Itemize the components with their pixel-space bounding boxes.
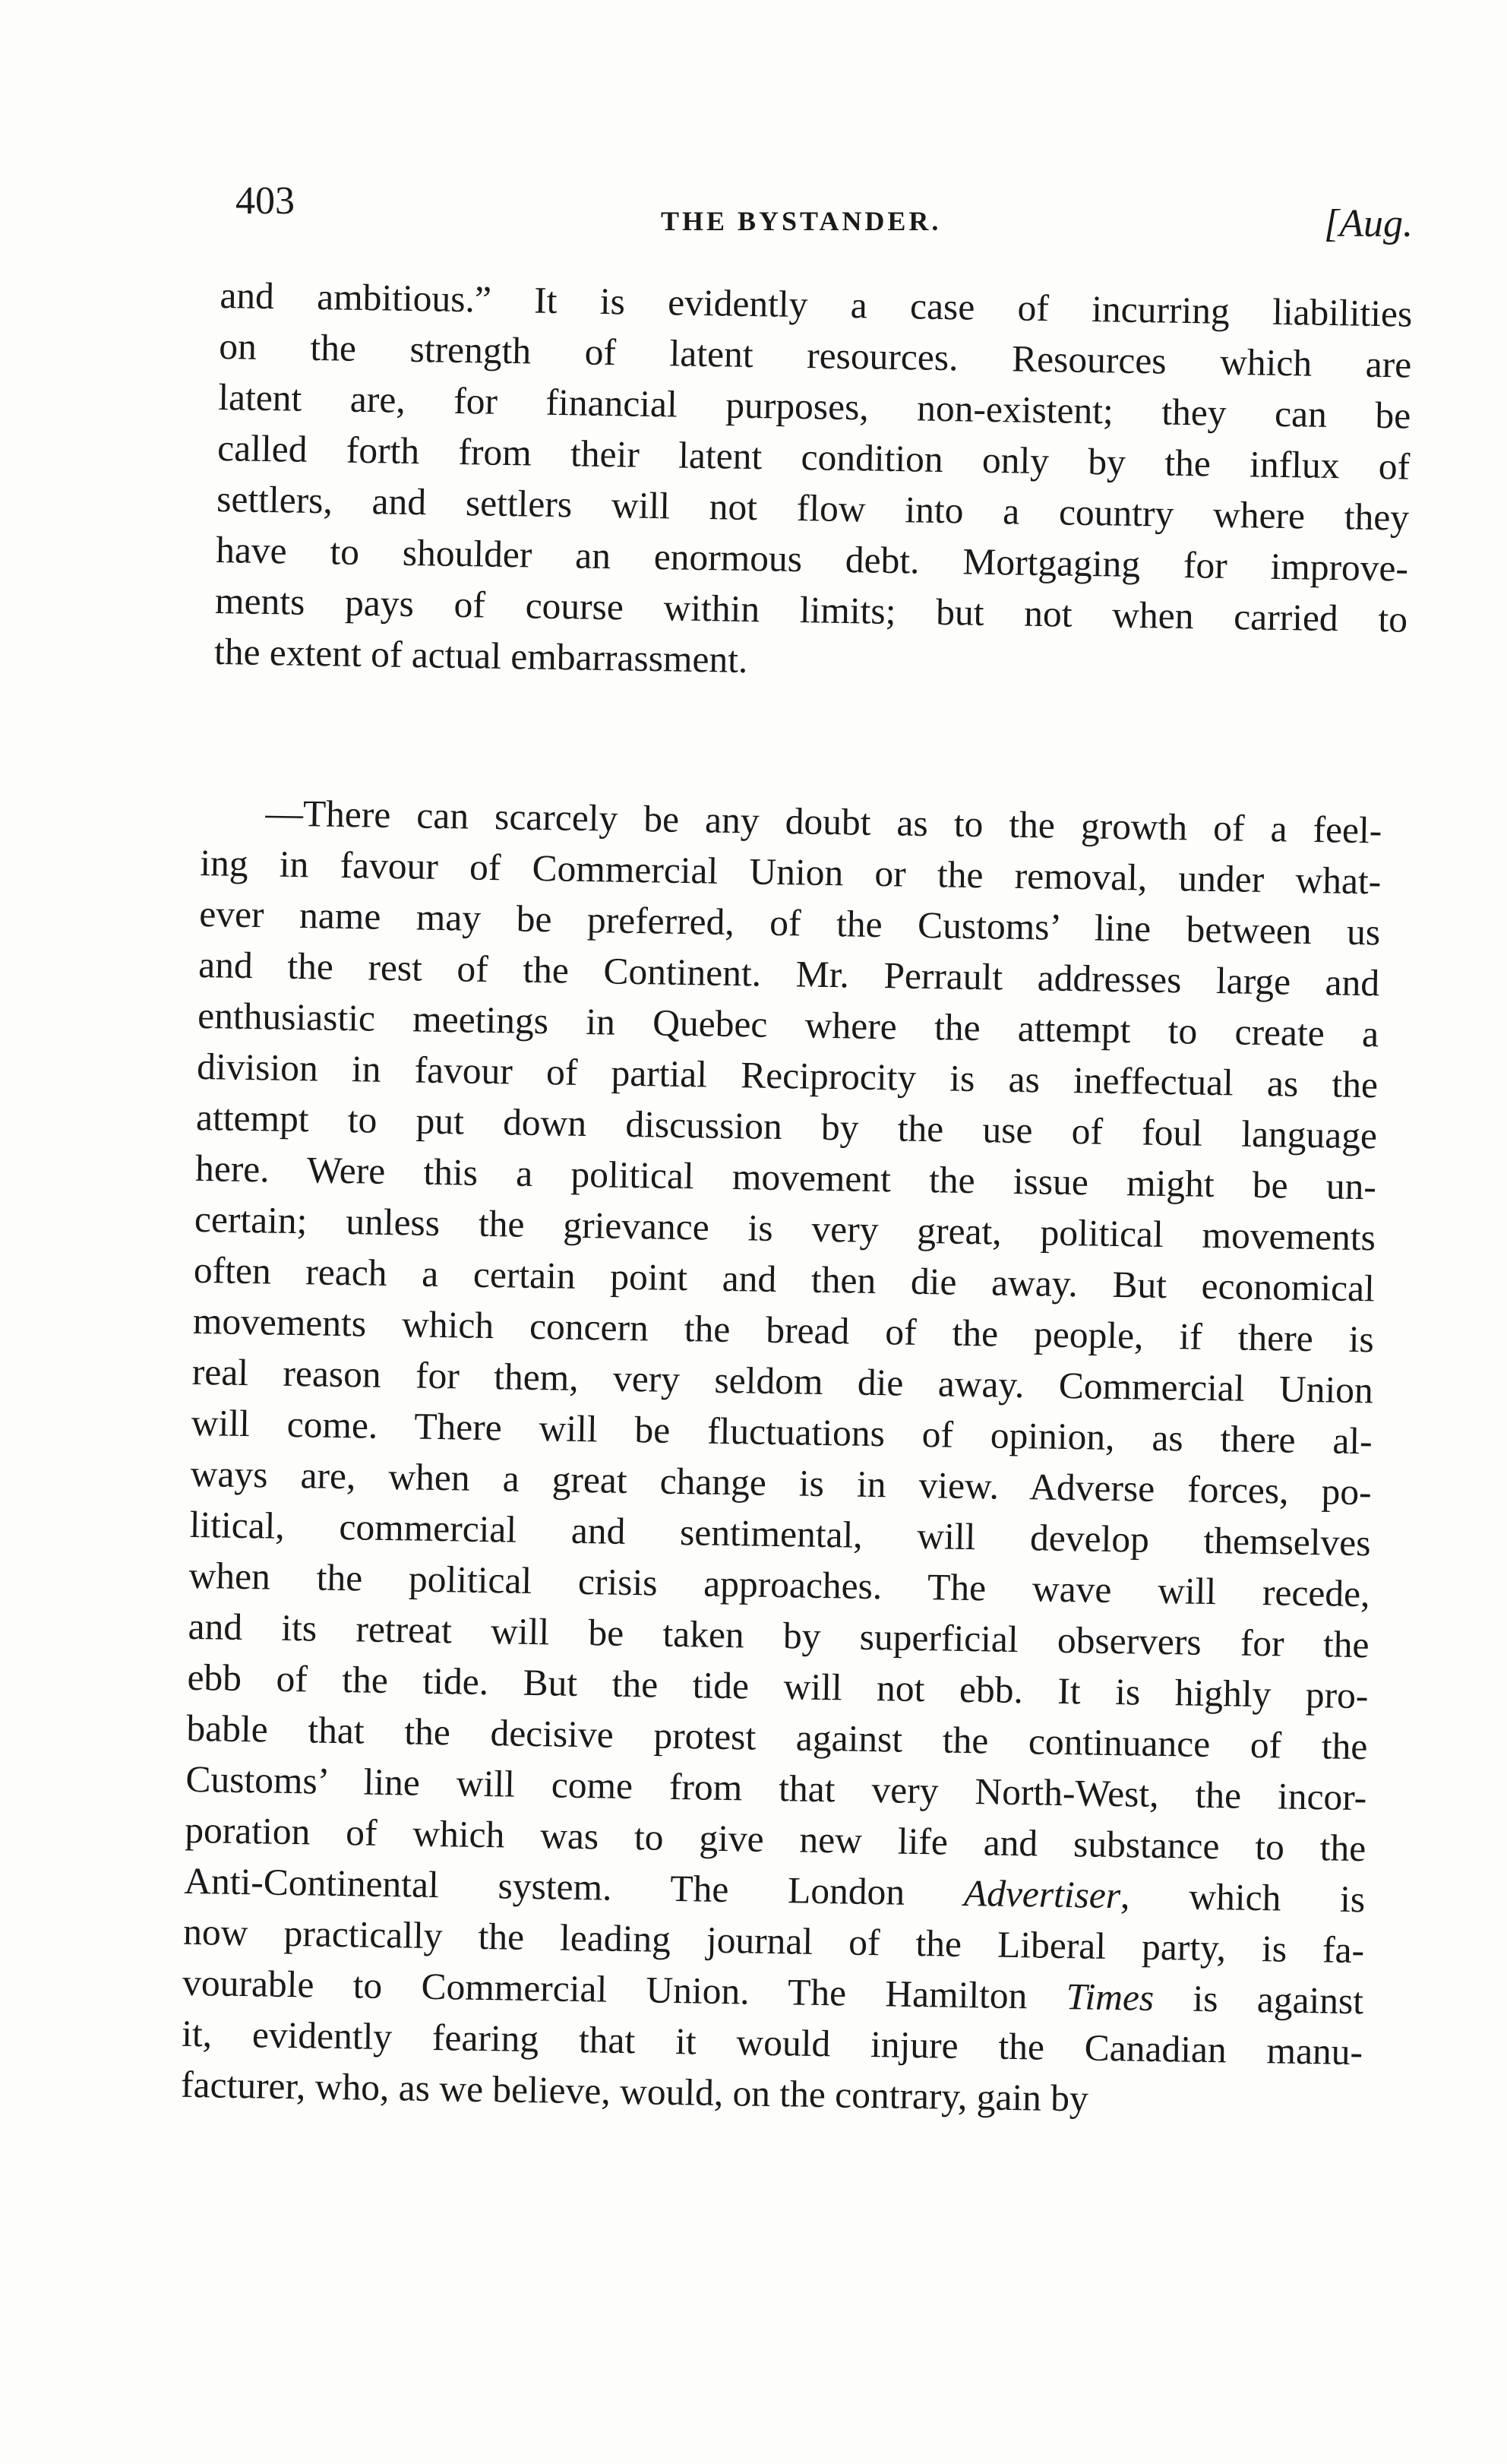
text-line: and its retreat will be taken by superficial observers for the	[188, 1605, 1370, 1666]
text-line: here. Were this a political movement the issue might be un-	[194, 1147, 1377, 1208]
text-line: Customs’ line will come from that very North-West, the incor-	[185, 1757, 1367, 1819]
text-line: when the political crisis approaches. The wave will recede,	[188, 1554, 1370, 1615]
text-line: certain; unless the grievance is very great, political movements	[194, 1197, 1376, 1259]
journal-title: THE BYSTANDER.	[661, 206, 942, 236]
text-line: bable that the decisive protest against the continuance of the	[186, 1706, 1368, 1768]
italic-title-advertiser: Advertiser	[963, 1871, 1121, 1917]
text-line: called forth from their latent condition only by the influx of	[216, 426, 1411, 488]
text-line: settlers, and settlers will not flow into a country where they	[216, 477, 1410, 539]
text-line: facturer, who, as we believe, would, on the contrary, gain by	[180, 2063, 1089, 2120]
text-line: often reach a certain point and then die away. But economical	[193, 1248, 1376, 1310]
text-line: and the rest of the Continent. Mr. Perrault addresses large and	[197, 943, 1380, 1004]
paragraph-2	[181, 786, 1382, 2128]
text-fragment: vourable to Commercial Union. The Hamilton	[182, 1961, 1067, 2018]
page-number: 403	[235, 179, 295, 223]
paragraph-1	[214, 270, 1413, 696]
text-line: ever name may be preferred, of the Customs’ line between us	[198, 892, 1381, 954]
text-line: it, evidently fearing that it would injure the Canadian manu-	[181, 2012, 1363, 2073]
text-line: division in favour of partial Reciprocity is as ineffectual as the	[196, 1045, 1379, 1106]
text-line: real reason for them, very seldom die away. Commercial Union	[191, 1350, 1374, 1412]
text-line: litical, commercial and sentimental, will develop themselves	[189, 1503, 1371, 1564]
text-line: and ambitious.” It is evidently a case of incurring liabilities	[220, 274, 1413, 335]
text-line: latent are, for financial purposes, non-existent; they can be	[217, 375, 1411, 437]
text-line: ways are, when a great change is in view. Adverse forces, po-	[190, 1452, 1373, 1514]
text-line: have to shoulder an enormous debt. Mortgaging for improve-	[215, 528, 1409, 590]
text-fragment: is against	[1153, 1976, 1364, 2023]
text-line: the extent of actual embarrassment.	[213, 630, 748, 681]
date-mark: [Aug.	[1324, 202, 1413, 245]
text-line: now practically the leading journal of the Liberal party, is fa-	[182, 1910, 1365, 1972]
text-fragment: , which is	[1120, 1874, 1366, 1921]
text-line: will come. There will be fluctuations of opinion, as there al-	[191, 1401, 1373, 1463]
text-line: enthusiastic meetings in Quebec where the attempt to create a	[197, 994, 1379, 1055]
text-line: ebb of the tide. But the tide will not ebb. It is highly pro-	[187, 1656, 1369, 1717]
text-fragment: Anti-Continental system. The London	[183, 1859, 965, 1914]
text-line: attempt to put down discussion by the use of foul language	[195, 1096, 1378, 1157]
text-line: on the strength of latent resources. Resources which are	[218, 324, 1412, 386]
text-line: —There can scarcely be any doubt as to the growth of a feel-	[265, 792, 1382, 852]
text-line: ing in favour of Commercial Union or the removal, under what-	[199, 841, 1382, 903]
text-line: ments pays of course within limits; but not when carried to	[214, 579, 1408, 641]
text-line: poration of which was to give new life and substance to the	[184, 1808, 1366, 1870]
text-line: movements which concern the bread of the people, if there is	[192, 1299, 1375, 1361]
italic-title-times: Times	[1066, 1975, 1155, 2019]
running-head	[228, 171, 1413, 262]
